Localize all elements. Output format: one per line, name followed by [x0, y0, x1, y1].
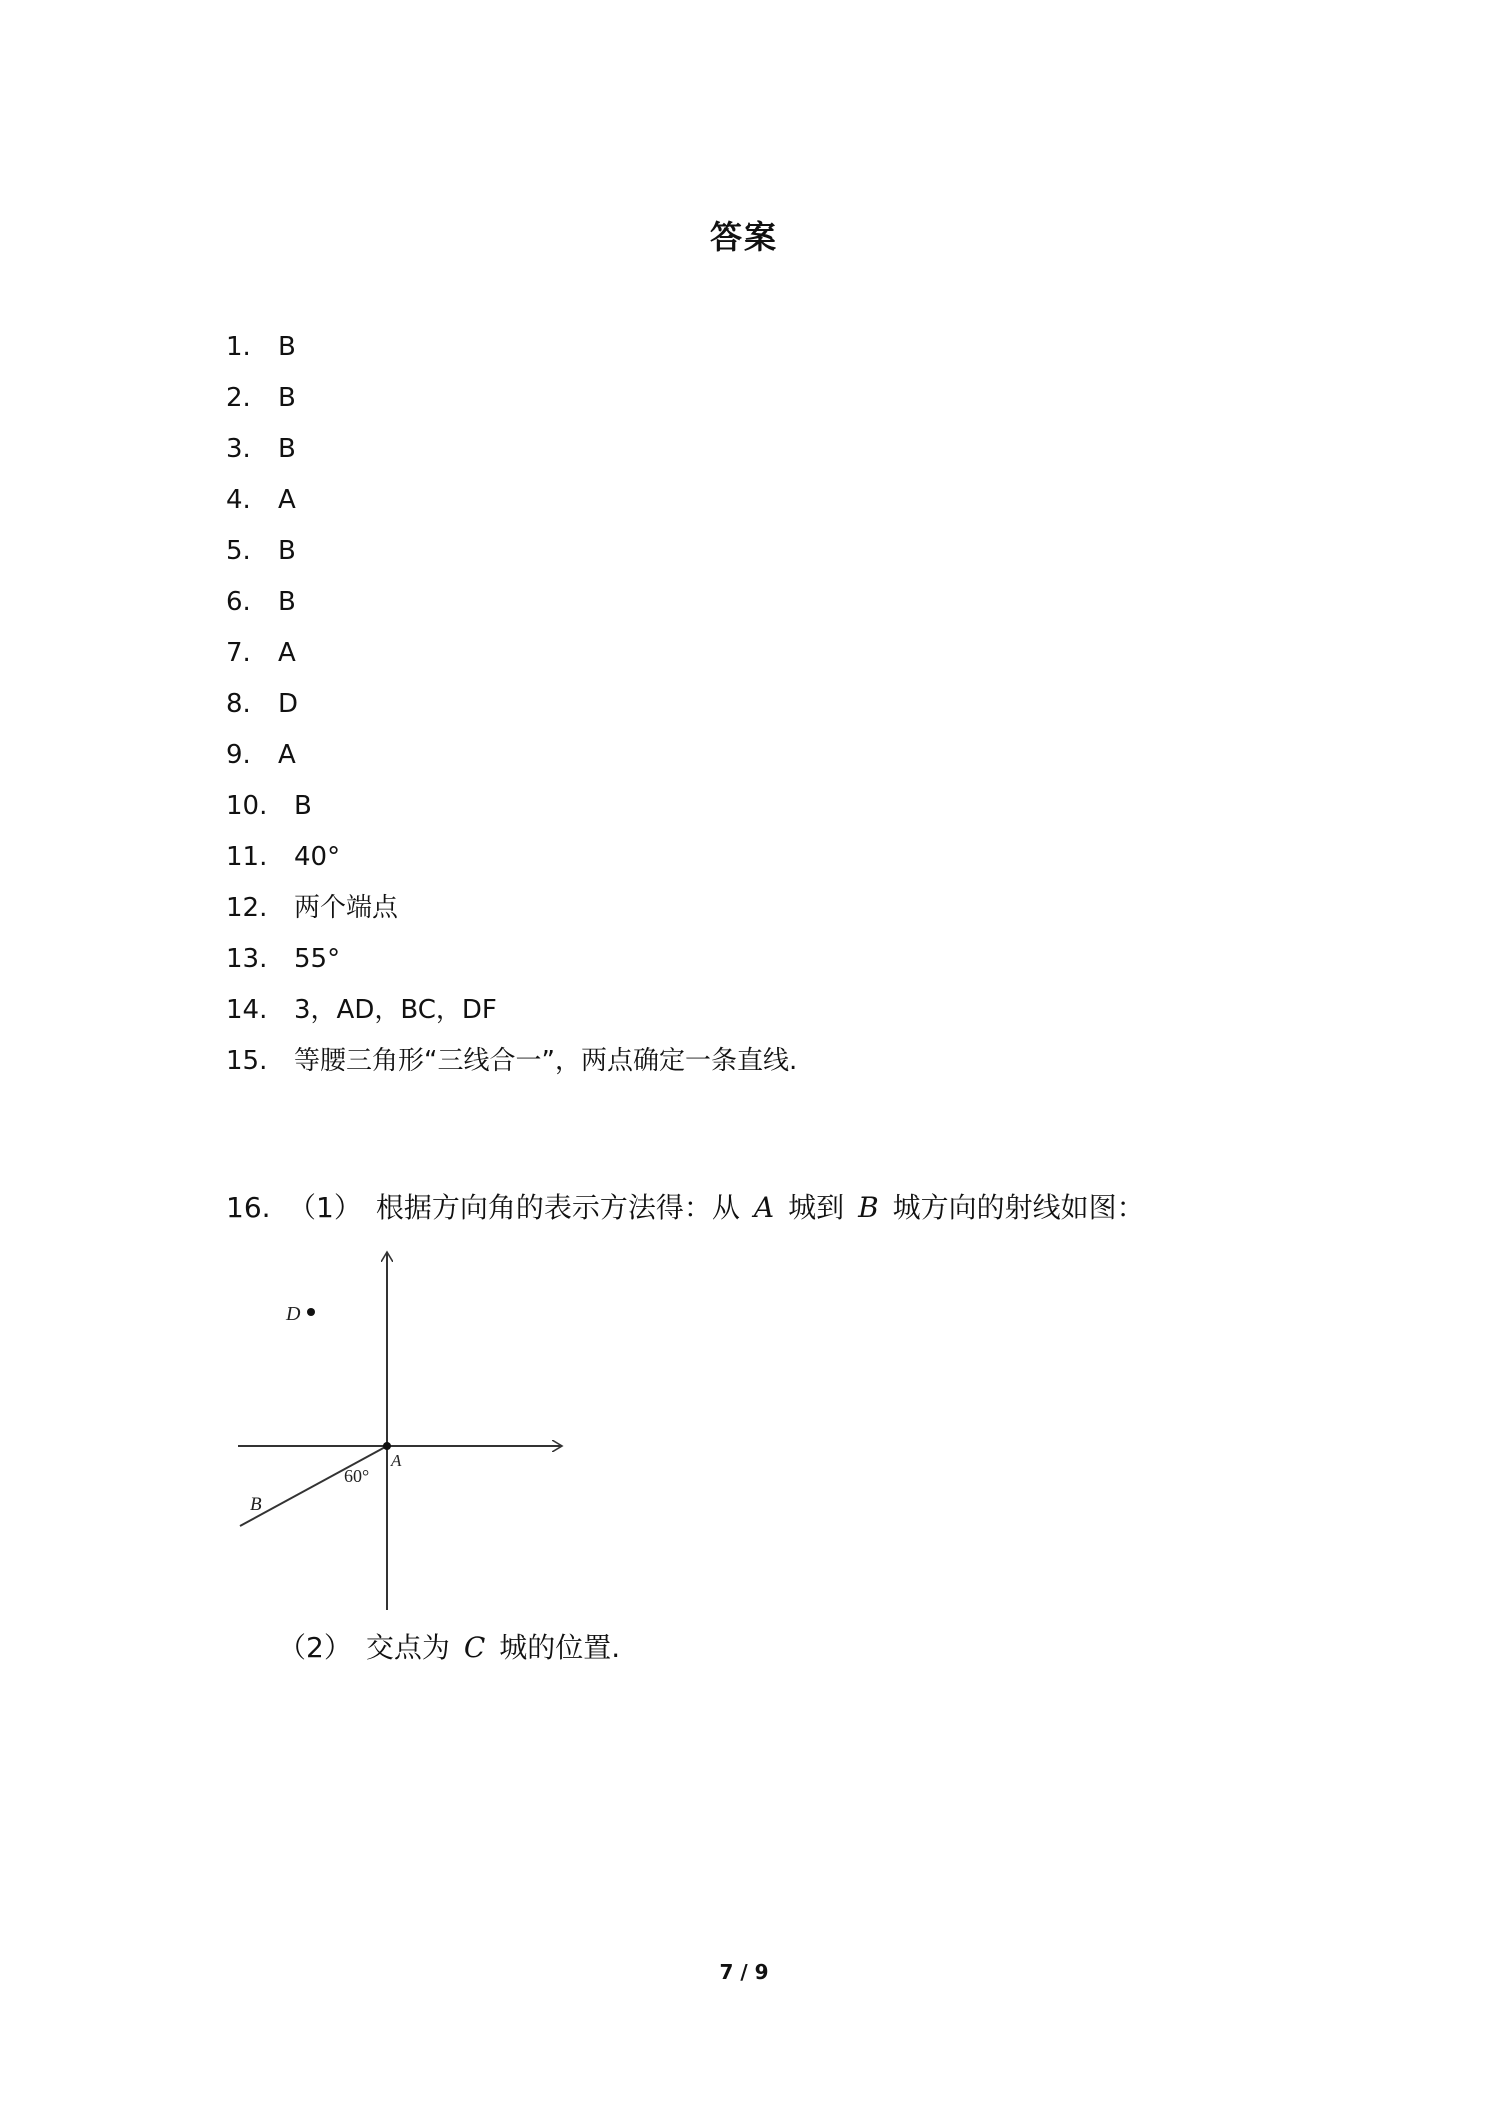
- part-text: 城的位置.: [499, 1631, 621, 1664]
- math-var: C: [463, 1631, 486, 1664]
- question-16-part-2: [278, 1628, 620, 1668]
- answer-text: B: [278, 383, 296, 413]
- answer-text: B: [278, 434, 296, 464]
- answer-item: [226, 628, 797, 679]
- answer-text: 两个端点: [294, 893, 399, 923]
- answer-text: A: [278, 740, 296, 770]
- answer-text: 3，AD，BC，DF: [294, 995, 497, 1025]
- answer-item: [226, 934, 797, 985]
- answer-item: [226, 883, 797, 934]
- answer-number: 1.: [226, 332, 251, 362]
- answer-number: 4.: [226, 485, 251, 515]
- answer-item: [226, 985, 797, 1036]
- answer-item: [226, 373, 797, 424]
- point-d-dot: [307, 1308, 315, 1316]
- answer-number: 9.: [226, 740, 251, 770]
- point-a-dot: [383, 1442, 391, 1450]
- answer-list: [226, 322, 797, 1087]
- question-16-part-1: [226, 1188, 1145, 1228]
- part-text: 根据方向角的表示方法得：从: [375, 1191, 740, 1224]
- ray-ab: [240, 1446, 387, 1526]
- answer-item: [226, 832, 797, 883]
- answer-item: [226, 679, 797, 730]
- answer-item: [226, 1036, 797, 1087]
- label-a: A: [391, 1451, 402, 1470]
- answer-item: [226, 322, 797, 373]
- part-text: 城到: [788, 1191, 845, 1224]
- answer-text: B: [278, 332, 296, 362]
- answer-number: 15.: [226, 1046, 268, 1076]
- answer-text: B: [278, 536, 296, 566]
- part-label: （2）: [278, 1631, 352, 1664]
- answer-item: [226, 526, 797, 577]
- answer-number: 8.: [226, 689, 251, 719]
- answer-text: 40°: [294, 842, 341, 872]
- answer-number: 10.: [226, 791, 268, 821]
- answer-text: 等腰三角形“三线合一”，两点确定一条直线.: [294, 1046, 798, 1076]
- answer-item: [226, 424, 797, 475]
- part-label: （1）: [288, 1191, 362, 1224]
- answer-text: A: [278, 485, 296, 515]
- answer-number: 11.: [226, 842, 268, 872]
- answer-number: 6.: [226, 587, 251, 617]
- answer-text: A: [278, 638, 296, 668]
- label-d: D: [286, 1303, 301, 1325]
- answer-number: 7.: [226, 638, 251, 668]
- answer-text: B: [294, 791, 312, 821]
- part-text: 交点为: [365, 1631, 450, 1664]
- page-title: 答案: [709, 218, 778, 256]
- part-text: 城方向的射线如图：: [892, 1191, 1145, 1224]
- question-number: 16.: [226, 1191, 271, 1224]
- answer-number: 5.: [226, 536, 251, 566]
- answer-number: 2.: [226, 383, 251, 413]
- page-number: 7 / 9: [719, 1960, 769, 1984]
- math-var: A: [753, 1191, 775, 1224]
- answer-item: [226, 730, 797, 781]
- answer-item: [226, 577, 797, 628]
- direction-figure: [232, 1240, 582, 1620]
- math-var: B: [858, 1191, 879, 1224]
- answer-text: D: [278, 689, 299, 719]
- answer-item: [226, 781, 797, 832]
- answer-number: 3.: [226, 434, 251, 464]
- answer-number: 13.: [226, 944, 268, 974]
- angle-label: 60°: [344, 1466, 370, 1486]
- answer-number: 12.: [226, 893, 268, 923]
- answer-number: 14.: [226, 995, 268, 1025]
- label-b: B: [250, 1494, 262, 1515]
- answer-item: [226, 475, 797, 526]
- answer-text: B: [278, 587, 296, 617]
- answer-text: 55°: [294, 944, 341, 974]
